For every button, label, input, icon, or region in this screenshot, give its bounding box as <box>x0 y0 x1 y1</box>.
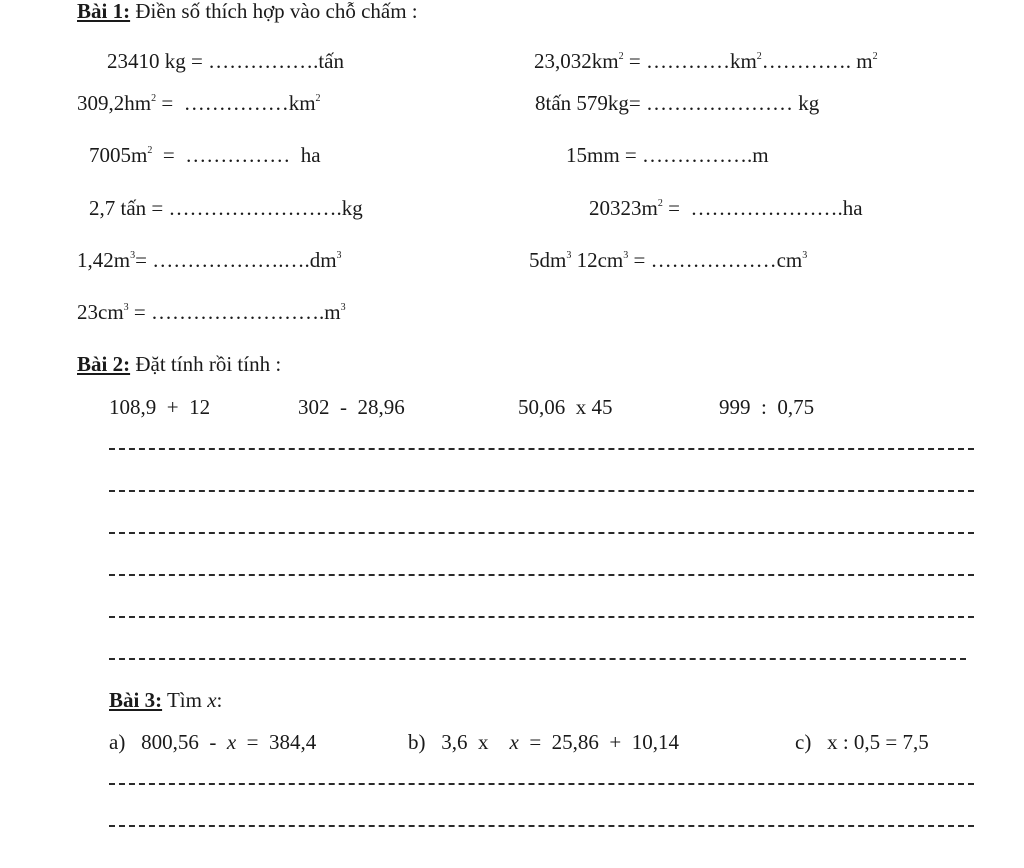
item-10-unit-exponent: 3 <box>802 250 808 261</box>
item-3-blank: …………… <box>183 91 289 115</box>
item-2-blank: ………… <box>645 49 730 73</box>
item-1-blank: ……………. <box>208 49 319 73</box>
item-7-expression: 2,7 tấn = <box>89 196 169 220</box>
item-8-unit: ha <box>842 196 863 220</box>
problem-b-variable: x <box>509 730 519 754</box>
item-8-equals: = <box>662 196 691 220</box>
item-10-unit: cm <box>776 248 803 272</box>
bai3-title <box>109 688 222 712</box>
item-10-equals: = <box>628 248 651 272</box>
answer-line <box>109 532 974 534</box>
problem-a-variable: x <box>226 730 237 754</box>
bai1-item-3 <box>77 91 321 115</box>
item-3-unit-exponent: 2 <box>315 93 321 104</box>
answer-line <box>109 783 974 785</box>
item-2-unit-exponent: 2 <box>756 51 762 62</box>
bai3-colon: : <box>216 688 223 712</box>
problem-b-right: = 25,86 + 10,14 <box>518 730 680 754</box>
item-4-expression: 8tấn 579kg= <box>535 91 646 115</box>
item-7-blank: ……………………. <box>168 196 342 220</box>
problem-a-right: = 384,4 <box>236 730 317 754</box>
item-9-unit-exponent: 3 <box>336 250 342 261</box>
item-4-blank: ………………… <box>646 91 793 115</box>
bai1-item-7 <box>89 196 363 220</box>
item-1-unit: tấn <box>318 49 344 73</box>
answer-line <box>109 616 974 618</box>
bai1-item-1 <box>107 49 344 73</box>
answer-line <box>109 658 966 660</box>
item-5-blank: …………… <box>185 143 291 167</box>
problem-a-label: a) <box>109 730 126 754</box>
item-9-equals: = <box>135 248 153 272</box>
item-1-expression: 23410 kg = <box>107 49 209 73</box>
item-6-unit: m <box>752 143 769 167</box>
bai3-problem-b <box>408 730 679 754</box>
answer-line <box>109 574 974 576</box>
item-10-expression: 5dm <box>529 248 567 272</box>
item-2-blank-2: …………. <box>761 49 852 73</box>
item-2-unit: km <box>729 49 757 73</box>
item-8-exponent: 2 <box>657 198 663 209</box>
bai3-problem-a <box>109 730 316 754</box>
item-10-exponent: 3 <box>566 250 572 261</box>
item-2-exponent: 2 <box>618 51 624 62</box>
item-7-unit: kg <box>341 196 363 220</box>
item-10-second-term: 12cm <box>571 248 624 272</box>
item-9-exponent: 3 <box>130 250 136 261</box>
item-5-exponent: 2 <box>147 145 153 156</box>
bai3-label: Bài 3: <box>109 688 163 712</box>
problem-b-left: 3,6 x <box>441 730 510 754</box>
bai1-item-11 <box>77 300 346 324</box>
bai2-instruction: Đặt tính rồi tính : <box>130 352 282 376</box>
item-10-blank: ……………… <box>650 248 777 272</box>
item-11-blank: ……………………. <box>151 300 325 324</box>
bai1-item-6 <box>566 143 769 167</box>
bai1-item-4 <box>535 91 819 115</box>
bai2-problem-1: 108,9 + 12 <box>109 395 211 419</box>
bai3-problem-c <box>795 730 929 754</box>
item-5-equals: = <box>152 143 186 167</box>
item-5-expression: 7005m <box>89 143 148 167</box>
answer-line <box>109 448 974 450</box>
item-11-unit: m <box>324 300 341 324</box>
item-6-expression: 15mm = <box>566 143 643 167</box>
item-11-expression: 23cm <box>77 300 124 324</box>
bai2-problem-3: 50,06 x 45 <box>518 395 613 419</box>
item-3-unit: km <box>288 91 316 115</box>
item-9-unit: dm <box>309 248 337 272</box>
bai1-item-8 <box>589 196 863 220</box>
problem-a-left: 800,56 - <box>141 730 227 754</box>
item-9-blank: ……………….…. <box>152 248 310 272</box>
item-4-unit: kg <box>793 91 820 115</box>
bai1-title <box>77 0 418 23</box>
bai2-title <box>77 352 281 376</box>
item-3-expression: 309,2hm <box>77 91 152 115</box>
bai1-item-2 <box>534 49 878 73</box>
bai2-problem-4: 999 : 0,75 <box>719 395 815 419</box>
item-11-equals: = <box>128 300 151 324</box>
item-9-expression: 1,42m <box>77 248 131 272</box>
bai3-instruction: Tìm <box>162 688 208 712</box>
answer-line <box>109 825 974 827</box>
item-2-expression: 23,032km <box>534 49 619 73</box>
item-10-second-exponent: 3 <box>623 250 629 261</box>
item-8-blank: …………………. <box>690 196 843 220</box>
answer-line <box>109 490 974 492</box>
item-6-blank: ……………. <box>642 143 753 167</box>
item-11-exponent: 3 <box>123 302 129 313</box>
bai2-label: Bài 2: <box>77 352 131 376</box>
bai3-variable: x <box>207 688 217 712</box>
problem-b-label: b) <box>408 730 426 754</box>
item-11-unit-exponent: 3 <box>340 302 346 313</box>
item-5-unit: ha <box>290 143 321 167</box>
item-8-expression: 20323m <box>589 196 658 220</box>
bai1-item-5 <box>89 143 321 167</box>
item-2-unit-2-exponent: 2 <box>872 51 878 62</box>
bai1-label: Bài 1: <box>77 0 131 23</box>
problem-c-expression: x : 0,5 = 7,5 <box>827 730 929 754</box>
item-2-equals: = <box>623 49 646 73</box>
bai2-problem-2: 302 - 28,96 <box>298 395 405 419</box>
item-3-exponent: 2 <box>151 93 157 104</box>
bai1-instruction: Điền số thích hợp vào chỗ chấm : <box>130 0 418 23</box>
item-2-unit-2: m <box>851 49 873 73</box>
bai1-item-10 <box>529 248 807 272</box>
problem-c-label: c) <box>795 730 812 754</box>
item-3-equals: = <box>156 91 184 115</box>
bai1-item-9 <box>77 248 342 272</box>
